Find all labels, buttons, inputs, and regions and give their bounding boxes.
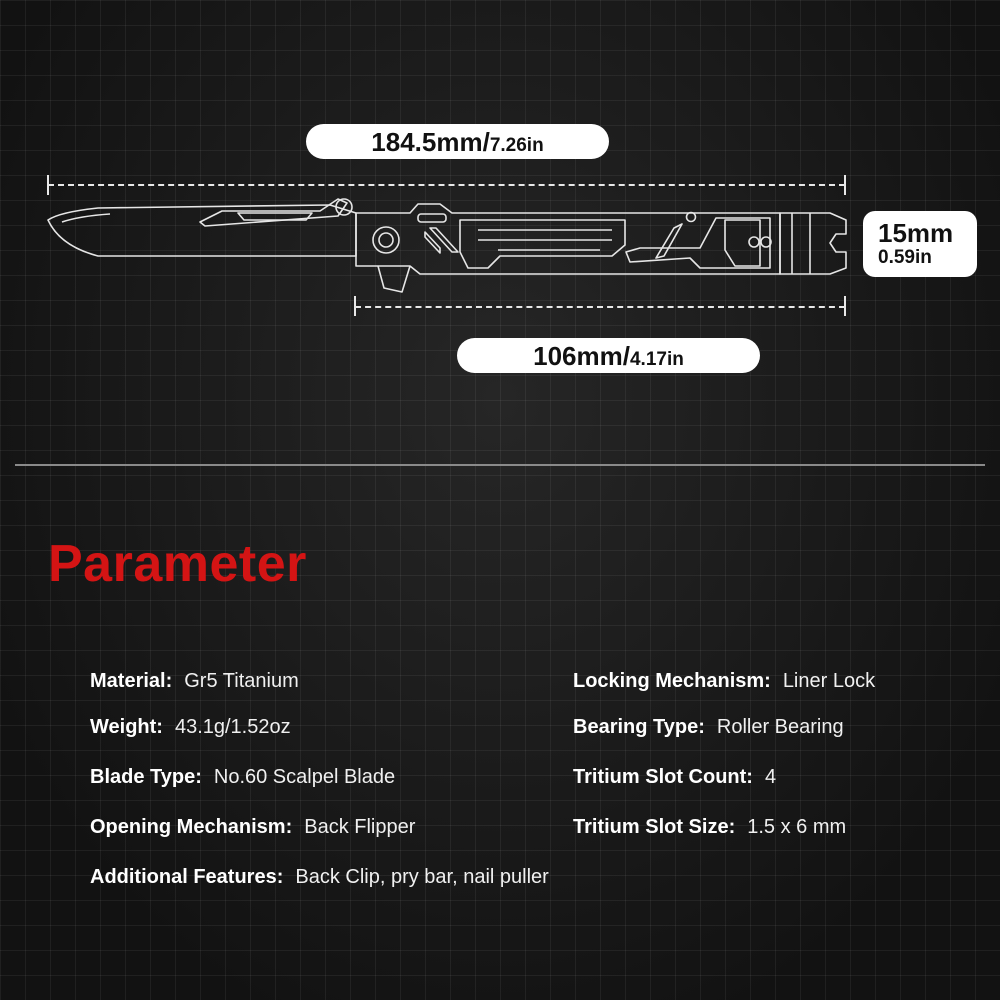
overall-length-imperial: 7.26in bbox=[489, 135, 544, 156]
pivot-screw bbox=[373, 227, 399, 253]
pry-bar-tip bbox=[780, 213, 846, 274]
handle-length-tick-right bbox=[844, 296, 846, 316]
handle-length-dimension-line bbox=[355, 306, 845, 308]
spec-material: Material: Gr5 Titanium bbox=[90, 670, 299, 692]
handle-length-label bbox=[457, 338, 760, 373]
width-imperial: 0.59in bbox=[878, 247, 932, 268]
spec-additional-features: Additional Features: Back Clip, pry bar, nail puller bbox=[90, 866, 549, 888]
width-metric: 15mm bbox=[878, 218, 954, 248]
section-divider bbox=[15, 464, 985, 466]
spec-locking-mechanism: Locking Mechanism: Liner Lock bbox=[573, 670, 876, 692]
handle-length-metric: 106mm/ bbox=[533, 341, 630, 371]
width-label bbox=[863, 211, 977, 277]
parameter-heading: Parameter bbox=[48, 535, 307, 593]
spec-tritium-slot-size: Tritium Slot Size: 1.5 x 6 mm bbox=[573, 816, 847, 838]
spec-weight: Weight: 43.1g/1.52oz bbox=[90, 716, 291, 738]
knife-outline-drawing bbox=[0, 0, 1000, 300]
handle-length-tick-left bbox=[354, 296, 356, 316]
spec-blade-type: Blade Type: No.60 Scalpel Blade bbox=[90, 766, 396, 788]
spec-bearing-type: Bearing Type: Roller Bearing bbox=[573, 716, 844, 738]
handle-length-imperial: 4.17in bbox=[629, 349, 684, 370]
spec-opening-mechanism: Opening Mechanism: Back Flipper bbox=[90, 816, 416, 838]
overall-length-metric: 184.5mm/ bbox=[371, 127, 490, 157]
spec-tritium-slot-count: Tritium Slot Count: 4 bbox=[573, 766, 777, 788]
